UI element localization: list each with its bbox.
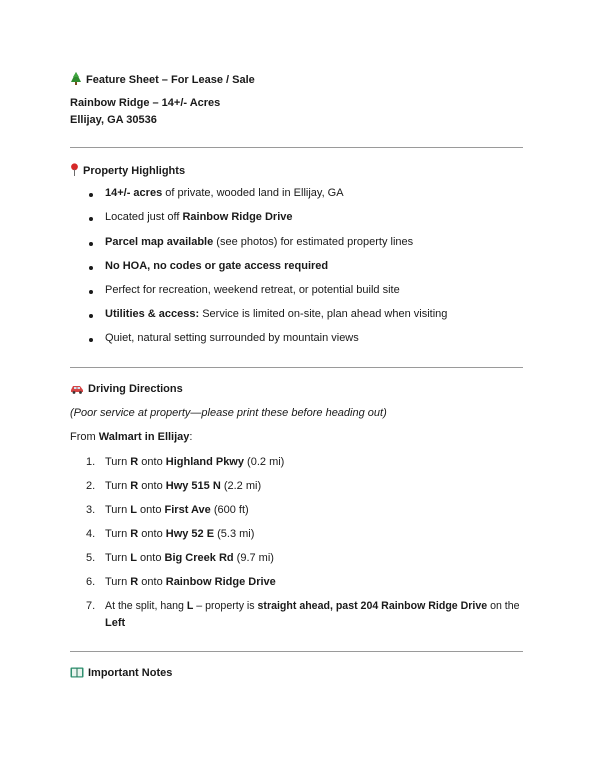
list-item: Utilities & access: Service is limited on-site, plan ahead when visiting bbox=[105, 308, 448, 320]
bullet bbox=[89, 314, 93, 318]
step-number: 4. bbox=[86, 528, 96, 540]
bullet bbox=[89, 217, 93, 221]
list-item: No HOA, no codes or gate access required bbox=[105, 260, 329, 272]
divider bbox=[70, 651, 523, 652]
divider bbox=[70, 367, 523, 368]
list-item: 14+/- acres of private, wooded land in Ellijay, GA bbox=[105, 187, 344, 199]
direction-step: Turn R onto Hwy 515 N (2.2 mi) bbox=[105, 480, 262, 492]
list-item: Located just off Rainbow Ridge Drive bbox=[105, 211, 293, 223]
directions-heading-text: Driving Directions bbox=[88, 383, 183, 395]
evergreen-tree-icon bbox=[70, 72, 82, 88]
highlights-heading bbox=[70, 163, 185, 179]
sheet-title-text: Feature Sheet – For Lease / Sale bbox=[86, 74, 255, 86]
step-number: 3. bbox=[86, 504, 96, 516]
step-number: 2. bbox=[86, 480, 96, 492]
directions-origin: From Walmart in Ellijay: bbox=[70, 431, 193, 443]
list-item: Perfect for recreation, weekend retreat, or potential build site bbox=[105, 284, 400, 296]
divider bbox=[70, 147, 523, 148]
step-number: 1. bbox=[86, 456, 96, 468]
notes-heading-text: Important Notes bbox=[88, 667, 173, 679]
bullet bbox=[89, 242, 93, 246]
direction-step: Turn L onto First Ave (600 ft) bbox=[105, 504, 249, 516]
bullet bbox=[89, 193, 93, 197]
notes-heading bbox=[70, 667, 172, 681]
direction-step: Turn R onto Rainbow Ridge Drive bbox=[105, 576, 276, 588]
direction-step-final-continued: Left bbox=[105, 617, 126, 629]
car-icon bbox=[70, 384, 84, 397]
map-pin-icon bbox=[70, 163, 79, 179]
direction-step: Turn R onto Highland Pkwy (0.2 mi) bbox=[105, 456, 285, 468]
bullet bbox=[89, 290, 93, 294]
sheet-title bbox=[70, 72, 255, 88]
step-number: 6. bbox=[86, 576, 96, 588]
highlights-heading-text: Property Highlights bbox=[83, 165, 186, 177]
directions-heading bbox=[70, 383, 183, 397]
direction-step: Turn R onto Hwy 52 E (5.3 mi) bbox=[105, 528, 255, 540]
property-name: Rainbow Ridge – 14+/- Acres bbox=[70, 97, 221, 109]
step-number: 7. bbox=[86, 600, 96, 612]
direction-step-final: At the split, hang L – property is straight ahead, past 204 Rainbow Ridge Drive on the bbox=[105, 600, 520, 612]
list-item: Quiet, natural setting surrounded by mountain views bbox=[105, 332, 359, 344]
property-location: Ellijay, GA 30536 bbox=[70, 114, 157, 126]
bullet bbox=[89, 338, 93, 342]
book-icon bbox=[70, 667, 84, 681]
step-number: 5. bbox=[86, 552, 96, 564]
bullet bbox=[89, 266, 93, 270]
direction-step: Turn L onto Big Creek Rd (9.7 mi) bbox=[105, 552, 274, 564]
directions-note: (Poor service at property—please print these before heading out) bbox=[70, 407, 387, 419]
list-item: Parcel map available (see photos) for estimated property lines bbox=[105, 236, 414, 248]
